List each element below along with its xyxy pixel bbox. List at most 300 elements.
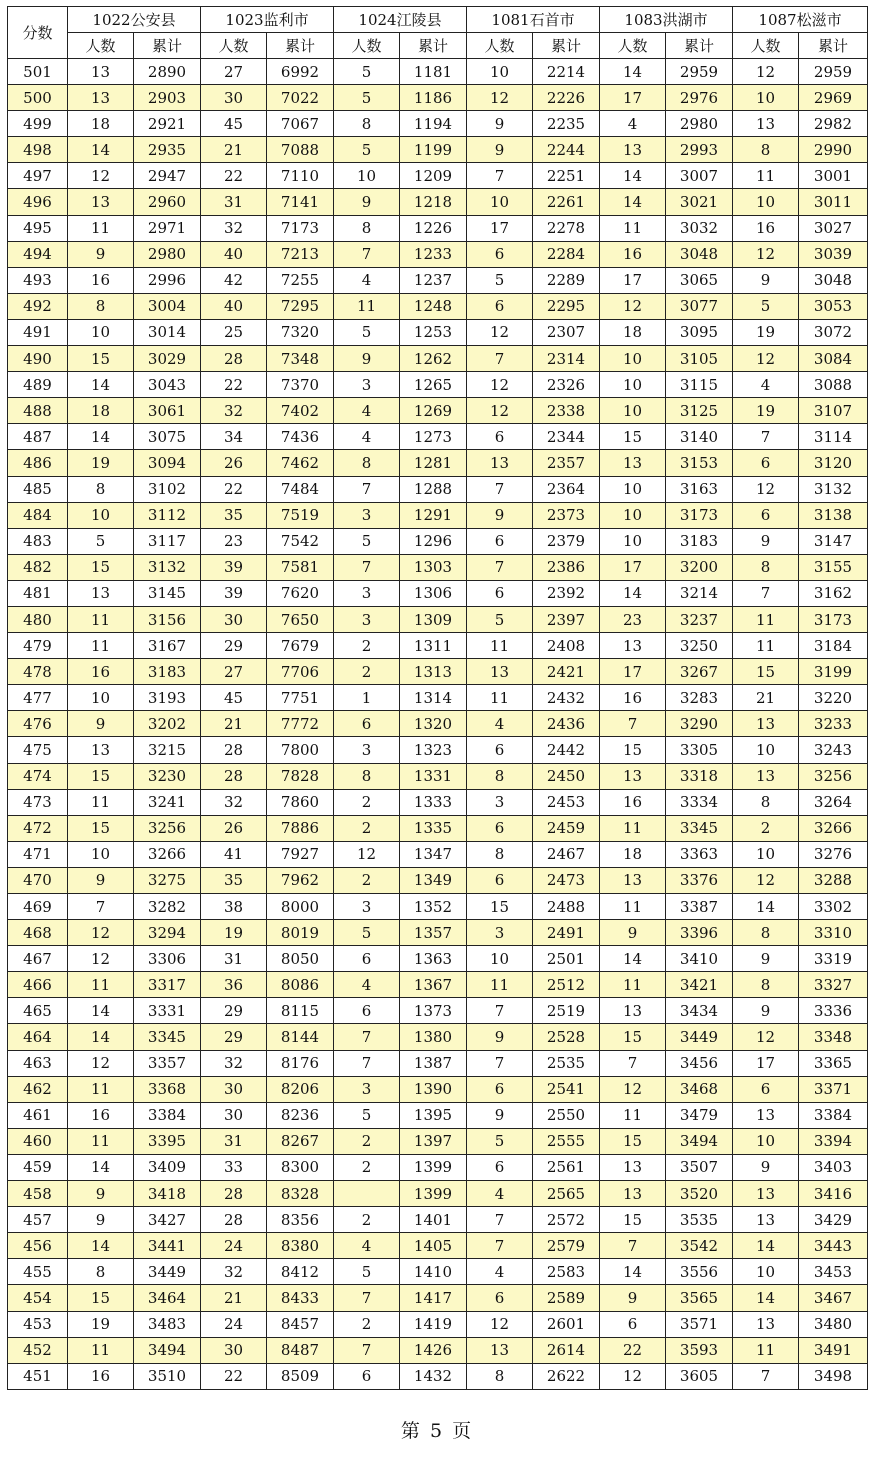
- count-cell: 12: [467, 372, 533, 398]
- count-cell: 21: [201, 711, 267, 737]
- score-cell: 470: [8, 867, 68, 893]
- table-row: [8, 450, 868, 476]
- score-cell: 501: [8, 59, 68, 85]
- cumulative-cell: 8050: [267, 946, 334, 972]
- cumulative-cell: 1269: [400, 398, 467, 424]
- score-cell: 463: [8, 1050, 68, 1076]
- count-cell: 8: [467, 841, 533, 867]
- cumulative-cell: 3156: [134, 606, 201, 632]
- count-cell: 35: [201, 502, 267, 528]
- count-cell: 14: [68, 137, 134, 163]
- cumulative-cell: 7581: [267, 554, 334, 580]
- count-cell: 22: [201, 372, 267, 398]
- cumulative-cell: 2453: [533, 789, 600, 815]
- cumulative-cell: 2488: [533, 894, 600, 920]
- cumulative-cell: 1181: [400, 59, 467, 85]
- cumulative-cell: 7295: [267, 293, 334, 319]
- table-row: [8, 502, 868, 528]
- count-cell: 32: [201, 215, 267, 241]
- count-cell: 14: [600, 580, 666, 606]
- cumulative-cell: 3441: [134, 1233, 201, 1259]
- cumulative-cell: 3275: [134, 867, 201, 893]
- cumulative-cell: 2235: [533, 111, 600, 137]
- count-cell: 6: [467, 580, 533, 606]
- cumulative-cell: 2473: [533, 867, 600, 893]
- cumulative-subheader: 累计: [400, 33, 467, 59]
- count-cell: 5: [467, 606, 533, 632]
- score-cell: 474: [8, 763, 68, 789]
- cumulative-cell: 3095: [666, 319, 733, 345]
- cumulative-cell: 3468: [666, 1076, 733, 1102]
- count-cell: 2: [334, 789, 400, 815]
- count-cell: 7: [467, 1207, 533, 1233]
- cumulative-cell: 2921: [134, 111, 201, 137]
- score-cell: 475: [8, 737, 68, 763]
- cumulative-cell: 1417: [400, 1285, 467, 1311]
- cumulative-cell: 3467: [799, 1285, 868, 1311]
- cumulative-cell: 2251: [533, 163, 600, 189]
- cumulative-cell: 3365: [799, 1050, 868, 1076]
- cumulative-cell: 3336: [799, 998, 868, 1024]
- count-subheader: 人数: [467, 33, 533, 59]
- count-cell: 13: [733, 1102, 799, 1128]
- cumulative-cell: 2436: [533, 711, 600, 737]
- cumulative-cell: 7828: [267, 763, 334, 789]
- cumulative-cell: 2344: [533, 424, 600, 450]
- cumulative-cell: 3243: [799, 737, 868, 763]
- county-header: 1024江陵县: [334, 7, 467, 33]
- count-cell: 4: [467, 1259, 533, 1285]
- count-cell: 14: [600, 59, 666, 85]
- score-cell: 469: [8, 894, 68, 920]
- cumulative-cell: 2491: [533, 920, 600, 946]
- count-cell: 36: [201, 972, 267, 998]
- count-cell: 13: [68, 59, 134, 85]
- count-subheader: 人数: [334, 33, 400, 59]
- count-cell: 23: [600, 606, 666, 632]
- cumulative-cell: 8000: [267, 894, 334, 920]
- count-cell: 9: [467, 502, 533, 528]
- count-cell: 10: [733, 189, 799, 215]
- cumulative-cell: 1313: [400, 659, 467, 685]
- cumulative-cell: 3215: [134, 737, 201, 763]
- table-row: [8, 920, 868, 946]
- count-cell: 15: [68, 346, 134, 372]
- cumulative-cell: 3053: [799, 293, 868, 319]
- table-row: [8, 1076, 868, 1102]
- table-row: [8, 163, 868, 189]
- count-cell: 11: [68, 633, 134, 659]
- cumulative-cell: 2214: [533, 59, 600, 85]
- count-cell: 40: [201, 241, 267, 267]
- count-cell: 12: [68, 163, 134, 189]
- count-cell: 6: [467, 1076, 533, 1102]
- cumulative-cell: 1331: [400, 763, 467, 789]
- count-cell: 15: [733, 659, 799, 685]
- count-cell: 9: [467, 1024, 533, 1050]
- count-cell: 3: [334, 372, 400, 398]
- count-cell: 6: [467, 528, 533, 554]
- cumulative-cell: 3376: [666, 867, 733, 893]
- cumulative-cell: 1419: [400, 1311, 467, 1337]
- count-cell: 17: [600, 659, 666, 685]
- cumulative-cell: 7348: [267, 346, 334, 372]
- cumulative-cell: 3331: [134, 998, 201, 1024]
- count-cell: 5: [68, 528, 134, 554]
- count-cell: 10: [68, 319, 134, 345]
- cumulative-cell: 3011: [799, 189, 868, 215]
- count-cell: 13: [600, 998, 666, 1024]
- table-row: [8, 789, 868, 815]
- cumulative-cell: 3483: [134, 1311, 201, 1337]
- count-cell: 4: [467, 711, 533, 737]
- cumulative-cell: 3498: [799, 1363, 868, 1389]
- score-cell: 454: [8, 1285, 68, 1311]
- cumulative-cell: 3117: [134, 528, 201, 554]
- score-cell: 478: [8, 659, 68, 685]
- cumulative-cell: 3163: [666, 476, 733, 502]
- count-cell: 10: [600, 528, 666, 554]
- cumulative-cell: 3233: [799, 711, 868, 737]
- cumulative-cell: 2467: [533, 841, 600, 867]
- score-cell: 468: [8, 920, 68, 946]
- cumulative-cell: 2960: [134, 189, 201, 215]
- cumulative-cell: 7860: [267, 789, 334, 815]
- count-cell: 8: [733, 789, 799, 815]
- cumulative-cell: 1262: [400, 346, 467, 372]
- count-cell: 7: [733, 424, 799, 450]
- count-cell: 7: [467, 346, 533, 372]
- cumulative-cell: 3061: [134, 398, 201, 424]
- cumulative-cell: 1309: [400, 606, 467, 632]
- count-cell: 23: [201, 528, 267, 554]
- cumulative-cell: 3220: [799, 685, 868, 711]
- cumulative-cell: 1186: [400, 85, 467, 111]
- cumulative-cell: 3120: [799, 450, 868, 476]
- count-cell: 10: [467, 59, 533, 85]
- count-cell: 28: [201, 1207, 267, 1233]
- cumulative-cell: 3183: [666, 528, 733, 554]
- cumulative-cell: 2980: [666, 111, 733, 137]
- cumulative-cell: 2903: [134, 85, 201, 111]
- cumulative-cell: 3403: [799, 1154, 868, 1180]
- count-cell: 15: [68, 763, 134, 789]
- cumulative-cell: 7067: [267, 111, 334, 137]
- count-cell: 6: [467, 241, 533, 267]
- count-cell: 8: [334, 450, 400, 476]
- count-cell: 28: [201, 763, 267, 789]
- count-subheader: 人数: [600, 33, 666, 59]
- cumulative-cell: 2982: [799, 111, 868, 137]
- cumulative-cell: 3348: [799, 1024, 868, 1050]
- count-cell: 12: [733, 59, 799, 85]
- county-header: 1081石首市: [467, 7, 600, 33]
- count-cell: 7: [467, 998, 533, 1024]
- count-cell: 17: [467, 215, 533, 241]
- table-row: [8, 1259, 868, 1285]
- count-cell: 2: [334, 1154, 400, 1180]
- count-subheader: 人数: [733, 33, 799, 59]
- cumulative-cell: 1387: [400, 1050, 467, 1076]
- table-row: [8, 867, 868, 893]
- cumulative-cell: 2357: [533, 450, 600, 476]
- count-cell: 42: [201, 267, 267, 293]
- table-row: [8, 1207, 868, 1233]
- count-cell: 15: [68, 815, 134, 841]
- count-cell: 9: [68, 711, 134, 737]
- cumulative-cell: 3319: [799, 946, 868, 972]
- cumulative-cell: 3491: [799, 1337, 868, 1363]
- cumulative-subheader: 累计: [533, 33, 600, 59]
- cumulative-cell: 6992: [267, 59, 334, 85]
- cumulative-cell: 3256: [799, 763, 868, 789]
- count-cell: 30: [201, 1076, 267, 1102]
- cumulative-cell: 1432: [400, 1363, 467, 1389]
- count-cell: 39: [201, 554, 267, 580]
- cumulative-cell: 1397: [400, 1128, 467, 1154]
- count-cell: 7: [600, 1050, 666, 1076]
- cumulative-cell: 2561: [533, 1154, 600, 1180]
- table-row: [8, 580, 868, 606]
- cumulative-cell: 7320: [267, 319, 334, 345]
- cumulative-cell: 3294: [134, 920, 201, 946]
- cumulative-cell: 3072: [799, 319, 868, 345]
- cumulative-cell: 1399: [400, 1154, 467, 1180]
- cumulative-cell: 3043: [134, 372, 201, 398]
- cumulative-cell: 3418: [134, 1181, 201, 1207]
- cumulative-cell: 3443: [799, 1233, 868, 1259]
- cumulative-cell: 2392: [533, 580, 600, 606]
- count-cell: 16: [68, 267, 134, 293]
- count-cell: 4: [334, 972, 400, 998]
- cumulative-cell: 7022: [267, 85, 334, 111]
- count-cell: 4: [467, 1181, 533, 1207]
- count-cell: 22: [201, 476, 267, 502]
- table-row: [8, 215, 868, 241]
- cumulative-cell: 3453: [799, 1259, 868, 1285]
- count-cell: 6: [733, 502, 799, 528]
- count-cell: 5: [467, 1128, 533, 1154]
- count-cell: 9: [600, 920, 666, 946]
- cumulative-cell: 2971: [134, 215, 201, 241]
- cumulative-cell: 2550: [533, 1102, 600, 1128]
- count-cell: 8: [733, 920, 799, 946]
- count-cell: 2: [334, 1128, 400, 1154]
- count-cell: 29: [201, 1024, 267, 1050]
- cumulative-cell: 3140: [666, 424, 733, 450]
- count-cell: 11: [733, 633, 799, 659]
- count-subheader: 人数: [201, 33, 267, 59]
- cumulative-cell: 7088: [267, 137, 334, 163]
- count-cell: 10: [733, 85, 799, 111]
- count-cell: 26: [201, 450, 267, 476]
- count-cell: 14: [68, 1024, 134, 1050]
- cumulative-cell: 3132: [799, 476, 868, 502]
- score-cell: 500: [8, 85, 68, 111]
- cumulative-cell: 3556: [666, 1259, 733, 1285]
- count-cell: 12: [733, 476, 799, 502]
- count-cell: 3: [334, 737, 400, 763]
- cumulative-cell: 3048: [666, 241, 733, 267]
- cumulative-cell: 3029: [134, 346, 201, 372]
- cumulative-cell: 3409: [134, 1154, 201, 1180]
- cumulative-cell: 2959: [666, 59, 733, 85]
- table-row: [8, 293, 868, 319]
- count-cell: 7: [733, 1363, 799, 1389]
- cumulative-cell: 7173: [267, 215, 334, 241]
- count-cell: 8: [68, 1259, 134, 1285]
- count-cell: 14: [68, 1233, 134, 1259]
- table-row: [8, 1050, 868, 1076]
- count-cell: 13: [467, 1337, 533, 1363]
- count-cell: 6: [467, 1285, 533, 1311]
- count-cell: 8: [733, 137, 799, 163]
- count-cell: 13: [600, 867, 666, 893]
- score-cell: 493: [8, 267, 68, 293]
- count-cell: 9: [334, 346, 400, 372]
- cumulative-cell: 2519: [533, 998, 600, 1024]
- cumulative-cell: 2326: [533, 372, 600, 398]
- count-cell: 29: [201, 633, 267, 659]
- count-cell: 7: [467, 476, 533, 502]
- cumulative-cell: 2959: [799, 59, 868, 85]
- cumulative-cell: 1357: [400, 920, 467, 946]
- count-cell: 12: [600, 1363, 666, 1389]
- count-cell: 7: [467, 1050, 533, 1076]
- table-row: [8, 998, 868, 1024]
- cumulative-cell: 2601: [533, 1311, 600, 1337]
- cumulative-cell: 3302: [799, 894, 868, 920]
- score-cell: 489: [8, 372, 68, 398]
- cumulative-cell: 1335: [400, 815, 467, 841]
- count-cell: 32: [201, 1050, 267, 1076]
- cumulative-cell: 3387: [666, 894, 733, 920]
- cumulative-cell: 3427: [134, 1207, 201, 1233]
- count-cell: 13: [467, 659, 533, 685]
- cumulative-cell: 3345: [666, 815, 733, 841]
- score-cell: 481: [8, 580, 68, 606]
- cumulative-cell: 3115: [666, 372, 733, 398]
- table-row: [8, 554, 868, 580]
- count-cell: 11: [68, 1128, 134, 1154]
- count-cell: 12: [467, 398, 533, 424]
- cumulative-cell: 2295: [533, 293, 600, 319]
- cumulative-cell: 7927: [267, 841, 334, 867]
- count-cell: 8: [334, 215, 400, 241]
- count-cell: 5: [334, 85, 400, 111]
- table-row: [8, 372, 868, 398]
- table-row: [8, 1102, 868, 1128]
- score-table: [7, 6, 868, 1390]
- cumulative-cell: 1352: [400, 894, 467, 920]
- cumulative-cell: 1380: [400, 1024, 467, 1050]
- cumulative-cell: 1226: [400, 215, 467, 241]
- score-cell: 462: [8, 1076, 68, 1102]
- cumulative-cell: 3464: [134, 1285, 201, 1311]
- cumulative-cell: 7886: [267, 815, 334, 841]
- count-cell: 29: [201, 998, 267, 1024]
- score-cell: 473: [8, 789, 68, 815]
- cumulative-cell: 3396: [666, 920, 733, 946]
- cumulative-cell: 3193: [134, 685, 201, 711]
- count-cell: 16: [600, 685, 666, 711]
- cumulative-cell: 3183: [134, 659, 201, 685]
- count-cell: 19: [201, 920, 267, 946]
- cumulative-cell: 3256: [134, 815, 201, 841]
- cumulative-cell: 1209: [400, 163, 467, 189]
- count-cell: 21: [201, 137, 267, 163]
- count-cell: 41: [201, 841, 267, 867]
- cumulative-cell: 2947: [134, 163, 201, 189]
- count-cell: 8: [733, 972, 799, 998]
- cumulative-cell: 1306: [400, 580, 467, 606]
- cumulative-cell: 3004: [134, 293, 201, 319]
- cumulative-cell: 1347: [400, 841, 467, 867]
- score-cell: 464: [8, 1024, 68, 1050]
- count-cell: 7: [467, 554, 533, 580]
- cumulative-cell: 2284: [533, 241, 600, 267]
- cumulative-cell: 1349: [400, 867, 467, 893]
- count-cell: 2: [334, 659, 400, 685]
- cumulative-cell: 3306: [134, 946, 201, 972]
- score-cell: 486: [8, 450, 68, 476]
- count-cell: 7: [733, 580, 799, 606]
- count-cell: 32: [201, 398, 267, 424]
- cumulative-cell: 3147: [799, 528, 868, 554]
- count-cell: 15: [467, 894, 533, 920]
- score-cell: 492: [8, 293, 68, 319]
- count-cell: 2: [334, 1311, 400, 1337]
- count-cell: 7: [334, 1050, 400, 1076]
- cumulative-cell: 1395: [400, 1102, 467, 1128]
- cumulative-cell: 7484: [267, 476, 334, 502]
- count-cell: 11: [600, 815, 666, 841]
- count-cell: 11: [68, 972, 134, 998]
- count-cell: 19: [68, 450, 134, 476]
- cumulative-cell: 2993: [666, 137, 733, 163]
- table-row: [8, 137, 868, 163]
- cumulative-cell: 8380: [267, 1233, 334, 1259]
- count-cell: 9: [733, 946, 799, 972]
- cumulative-cell: 3410: [666, 946, 733, 972]
- count-cell: 27: [201, 59, 267, 85]
- county-header: 1083洪湖市: [600, 7, 733, 33]
- count-cell: 12: [334, 841, 400, 867]
- count-cell: 11: [733, 163, 799, 189]
- count-cell: [334, 1181, 400, 1207]
- cumulative-cell: 3368: [134, 1076, 201, 1102]
- cumulative-cell: 3510: [134, 1363, 201, 1389]
- cumulative-cell: 8433: [267, 1285, 334, 1311]
- table-row: [8, 1128, 868, 1154]
- count-cell: 19: [733, 398, 799, 424]
- score-column-header: 分数: [8, 7, 68, 59]
- count-cell: 1: [334, 685, 400, 711]
- cumulative-cell: 8300: [267, 1154, 334, 1180]
- cumulative-cell: 7370: [267, 372, 334, 398]
- count-cell: 6: [467, 293, 533, 319]
- county-header: 1087松滋市: [733, 7, 868, 33]
- cumulative-cell: 2307: [533, 319, 600, 345]
- cumulative-cell: 2338: [533, 398, 600, 424]
- count-cell: 13: [68, 189, 134, 215]
- table-row: [8, 528, 868, 554]
- count-cell: 17: [733, 1050, 799, 1076]
- cumulative-cell: 7650: [267, 606, 334, 632]
- cumulative-cell: 2572: [533, 1207, 600, 1233]
- county-header: 1022公安县: [68, 7, 201, 33]
- count-cell: 9: [467, 111, 533, 137]
